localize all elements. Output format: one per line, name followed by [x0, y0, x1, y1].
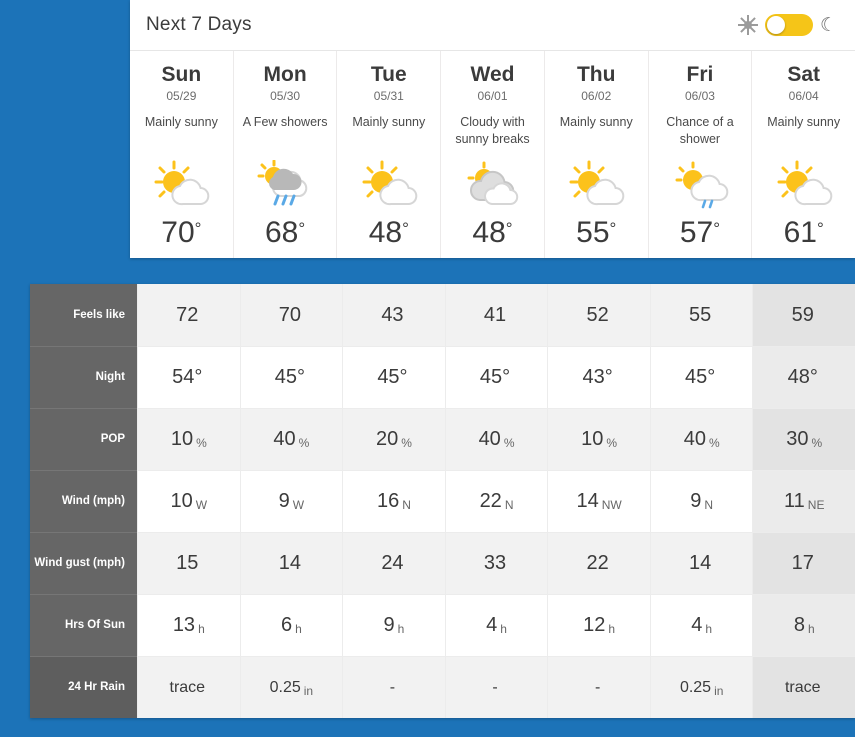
- day-name: Fri: [686, 63, 714, 86]
- detail-column-sat: [752, 284, 855, 718]
- cell-hrs-of-sun: 6 h: [241, 594, 343, 656]
- cell-24hr-rain: trace: [138, 656, 240, 718]
- cell-wind-gust: 17: [753, 532, 855, 594]
- day-condition: Mainly sunny: [559, 115, 633, 129]
- day-name: Thu: [576, 63, 616, 86]
- day-condition: Mainly sunny: [767, 115, 841, 129]
- day-column-mon[interactable]: [233, 51, 337, 258]
- cell-pop: 40 %: [651, 408, 753, 470]
- sun-cloud-rain-icon: [238, 156, 333, 216]
- day-column-tue[interactable]: [336, 51, 440, 258]
- cell-feels-like: 52: [548, 284, 650, 346]
- cell-wind: 16 N: [343, 470, 445, 532]
- cell-pop: 40 %: [241, 408, 343, 470]
- day-high-temp: 68°: [264, 216, 306, 249]
- cell-pop: 10 %: [548, 408, 650, 470]
- cell-wind: 9 W: [241, 470, 343, 532]
- row-label-night: Night: [30, 346, 137, 408]
- day-date: 05/30: [270, 89, 301, 103]
- day-condition: Mainly sunny: [144, 115, 218, 129]
- day-high-temp: 70°: [161, 216, 202, 249]
- day-condition: Mainly sunny: [352, 115, 426, 129]
- cell-feels-like: 43: [343, 284, 445, 346]
- detail-row-labels: [30, 284, 137, 718]
- sun-behind-cloud-icon: [341, 156, 436, 216]
- cell-wind: 22 N: [446, 470, 548, 532]
- detail-column-fri: [650, 284, 753, 718]
- cell-hrs-of-sun: 4 h: [446, 594, 548, 656]
- row-label-feels-like: Feels like: [73, 308, 125, 321]
- day-column-sat[interactable]: [751, 51, 855, 258]
- day-date: 05/29: [166, 89, 197, 103]
- page-title: Next 7 Days: [146, 14, 252, 35]
- cell-pop: 30 %: [753, 408, 855, 470]
- cell-night: 45°: [343, 346, 445, 408]
- cell-feels-like: 59: [753, 284, 855, 346]
- day-high-temp: 48°: [368, 216, 409, 249]
- day-high-temp: 61°: [783, 216, 824, 249]
- theme-toggle-group[interactable]: [738, 14, 837, 36]
- cell-wind: 10 W: [138, 470, 240, 532]
- cell-pop: 20 %: [343, 408, 445, 470]
- day-name: Tue: [370, 63, 407, 86]
- cell-wind-gust: 22: [548, 532, 650, 594]
- day-high-temp: 48°: [472, 216, 513, 249]
- cell-feels-like: 55: [651, 284, 753, 346]
- row-label-hrs-of-sun: Hrs Of Sun: [30, 594, 137, 656]
- cell-hrs-of-sun: 4 h: [651, 594, 753, 656]
- detail-column-sun: [137, 284, 240, 718]
- detail-column-tue: [342, 284, 445, 718]
- cell-pop: 40 %: [446, 408, 548, 470]
- cell-feels-like: 72: [138, 284, 240, 346]
- sun-behind-cloud-icon: [549, 156, 644, 216]
- cell-hrs-of-sun: 8 h: [753, 594, 855, 656]
- day-column-fri[interactable]: [648, 51, 752, 258]
- cell-24hr-rain: -: [343, 656, 445, 718]
- cell-wind-gust: 14: [241, 532, 343, 594]
- cloud-with-sun-icon: [445, 156, 540, 216]
- forecast-detail-table: [30, 284, 855, 718]
- cell-night: 45°: [241, 346, 343, 408]
- detail-column-wed: [445, 284, 548, 718]
- cell-24hr-rain: trace: [753, 656, 855, 718]
- cell-24hr-rain: -: [446, 656, 548, 718]
- sun-icon: [738, 15, 758, 35]
- moon-icon: ☾: [819, 14, 837, 36]
- cell-24hr-rain: 0.25 in: [241, 656, 343, 718]
- day-column-sun[interactable]: [130, 51, 233, 258]
- cell-hrs-of-sun: 13 h: [138, 594, 240, 656]
- row-label-24hr-rain: 24 Hr Rain: [30, 656, 137, 718]
- day-date: 06/04: [788, 89, 819, 103]
- day-high-temp: 57°: [679, 216, 721, 249]
- day-date: 05/31: [373, 89, 404, 103]
- cell-night: 54°: [138, 346, 240, 408]
- cell-wind-gust: 33: [446, 532, 548, 594]
- seven-day-forecast-card: [130, 0, 855, 258]
- cell-night: 48°: [753, 346, 855, 408]
- day-name: Sun: [161, 63, 202, 86]
- day-condition: Cloudy with sunny breaks: [455, 115, 530, 146]
- day-column-wed[interactable]: [440, 51, 544, 258]
- sun-cloud-light-rain-icon: [653, 156, 748, 216]
- cell-wind: 14 NW: [548, 470, 650, 532]
- detail-column-thu: [547, 284, 650, 718]
- detail-column-mon: [240, 284, 343, 718]
- row-label-wind-gust: Wind gust (mph): [30, 532, 137, 594]
- day-name: Mon: [263, 63, 307, 86]
- cell-wind: 9 N: [651, 470, 753, 532]
- sun-behind-cloud-icon: [756, 156, 851, 216]
- cell-wind: 11 NE: [753, 470, 855, 532]
- cell-hrs-of-sun: 9 h: [343, 594, 445, 656]
- cell-night: 43°: [548, 346, 650, 408]
- days-row: [130, 50, 855, 258]
- day-date: 06/03: [684, 89, 715, 103]
- day-condition: A Few showers: [242, 115, 328, 129]
- row-label-wind: Wind (mph): [30, 470, 137, 532]
- cell-24hr-rain: 0.25 in: [651, 656, 753, 718]
- day-date: 06/02: [581, 89, 612, 103]
- day-date: 06/01: [477, 89, 508, 103]
- cell-feels-like: 41: [446, 284, 548, 346]
- cell-wind-gust: 15: [138, 532, 240, 594]
- card-header: [130, 0, 855, 50]
- cell-hrs-of-sun: 12 h: [548, 594, 650, 656]
- cell-feels-like: 70: [241, 284, 343, 346]
- toggle-knob: [767, 16, 785, 34]
- cell-wind-gust: 24: [343, 532, 445, 594]
- day-name: Wed: [470, 63, 515, 86]
- cell-night: 45°: [651, 346, 753, 408]
- cell-24hr-rain: -: [548, 656, 650, 718]
- day-column-thu[interactable]: [544, 51, 648, 258]
- cell-pop: 10 %: [138, 408, 240, 470]
- day-high-temp: 55°: [576, 216, 617, 249]
- day-name: Sat: [787, 63, 821, 86]
- sun-behind-cloud-icon: [134, 156, 229, 216]
- day-condition: Chance of a shower: [666, 115, 734, 146]
- row-label-pop: POP: [30, 408, 137, 470]
- day-night-toggle[interactable]: [765, 14, 813, 36]
- cell-night: 45°: [446, 346, 548, 408]
- detail-grid: [137, 284, 855, 718]
- cell-wind-gust: 14: [651, 532, 753, 594]
